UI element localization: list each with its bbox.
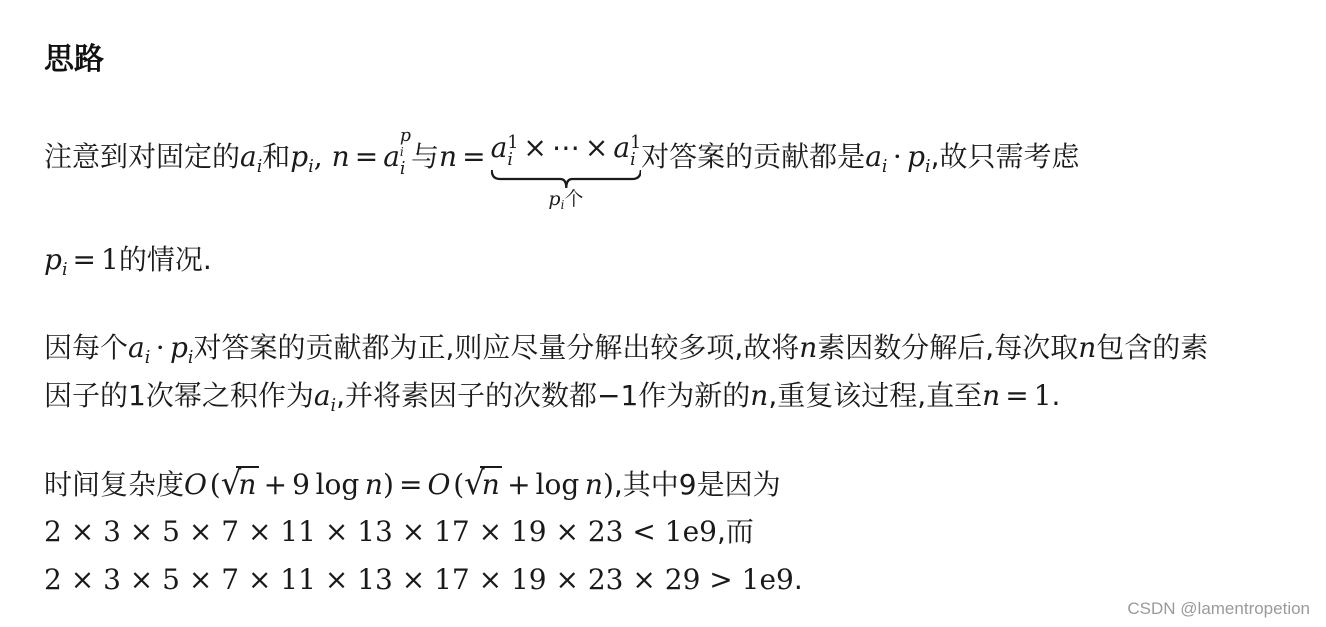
text-run: ,重复该过程,直至 <box>768 379 983 412</box>
paragraph-1-line-2 <box>44 240 212 290</box>
math-n: n <box>799 331 818 364</box>
math-n-eq: n = <box>439 140 486 174</box>
paragraph-3-line-3 <box>44 560 803 600</box>
text-run: 的情况. <box>118 243 212 276</box>
math-underbrace-product: a 1 i × ⋯ × a 1 i $p_i$个 <box>491 128 642 168</box>
math-p-i: $p_i$ <box>290 140 314 178</box>
text-run: ,故只需考虑 <box>930 140 1080 174</box>
text-run: 与 <box>411 140 440 174</box>
text-run: 因每个 <box>44 331 129 364</box>
text-run: 素因数分解后,每次取 <box>817 331 1079 364</box>
text-run: ,而 <box>716 515 754 548</box>
text-run: 对答案的贡献都为正,则应尽量分解出较多项,故将 <box>193 331 800 364</box>
math-complexity-expr: O( √ n + 9 log n) = O( √ n + log n) <box>184 464 614 503</box>
math-a-dot-p: $a_i \cdot p_i$ <box>128 331 194 369</box>
math-a-i: $a_i$ <box>240 140 263 178</box>
text-run: 对答案的贡献都是 <box>641 140 866 174</box>
text-run: 和 <box>262 140 291 174</box>
math-comma: , <box>313 140 323 174</box>
section-heading: 思路 <box>44 42 104 77</box>
math-n: n <box>750 379 769 412</box>
text-run: . <box>1051 379 1061 412</box>
math-n: n <box>1078 331 1097 364</box>
math-product-2: 2 × 3 × 5 × 7 × 11 × 13 × 17 × 19 × 23 × 29 > 1e9 <box>44 563 794 596</box>
text-run: 因子的1次幂之积作为 <box>44 379 314 412</box>
text-run: 时间复杂度 <box>44 468 185 501</box>
paragraph-3-line-1 <box>44 465 781 505</box>
text-run: ,并将素因子的次数都−1作为新的 <box>336 379 751 412</box>
math-a-dot-p: $a_i \cdot p_i$ <box>865 140 931 178</box>
underbrace-shape <box>491 168 642 190</box>
paragraph-3-line-2 <box>44 512 754 552</box>
math-n-eq-1: n = 1 <box>982 379 1052 412</box>
text-run: . <box>793 563 803 596</box>
math-n-eq-a-pow: n = a p i i <box>331 126 412 179</box>
math-product-1: 2 × 3 × 5 × 7 × 11 × 13 × 17 × 19 × 23 < 1e9 <box>44 515 717 548</box>
text-run: 注意到对固定的 <box>44 140 241 174</box>
text-run: 包含的素 <box>1096 331 1209 364</box>
paragraph-2-line-1 <box>44 328 1208 378</box>
paragraph-1-line-1 <box>44 126 1080 213</box>
paragraph-2-line-2 <box>44 376 1060 426</box>
math-p-i-eq-1: $p_i = 1$ <box>44 243 119 281</box>
math-a-i: $a_i$ <box>313 379 337 417</box>
underbrace-label: $p_i$个 <box>548 188 584 213</box>
watermark: CSDN @lamentropetion <box>1127 599 1310 618</box>
text-run: ,其中9是因为 <box>613 468 781 501</box>
